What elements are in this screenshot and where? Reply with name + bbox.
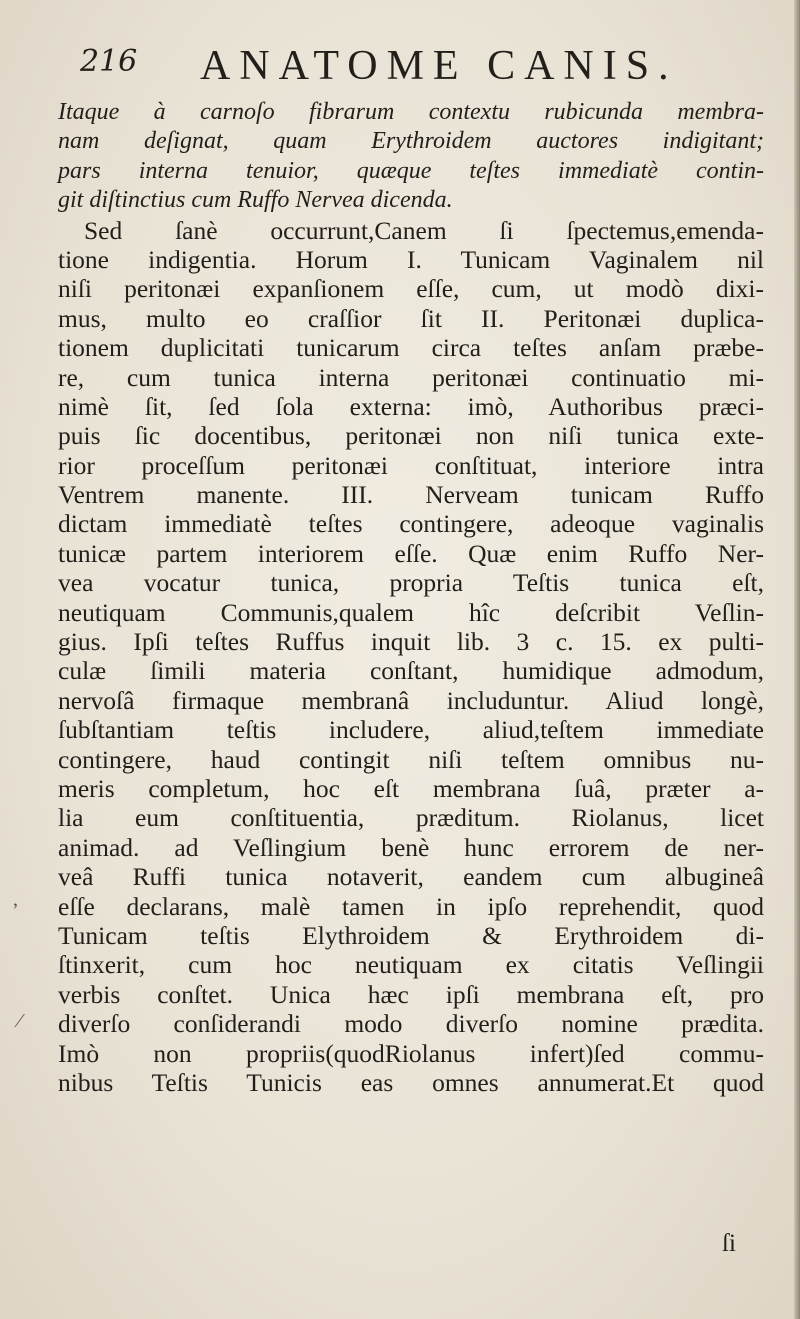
text-line: tunicæ partem interiorem eſſe. Quæ enim Ruffo Ner-	[58, 538, 764, 568]
page-edge-shadow	[794, 0, 800, 1319]
text-line: gius. Ipſi teſtes Ruffus inquit lib. 3 c. 15. ex pulti-	[58, 627, 764, 657]
text-line: puis ſic docentibus, peritonæi non niſi tunica exte-	[58, 421, 764, 451]
text-line: ſubſtantiam teſtis includere, aliud,teſtem immediate	[58, 715, 764, 745]
text-line: Imò non propriis(quodRiolanus infert)ſed commu-	[58, 1038, 764, 1068]
text-line: verbis conſtet. Unica hæc ipſi membrana eſt, pro	[58, 979, 764, 1009]
text-line: nervoſâ firmaque membranâ includuntur. Aliud longè,	[58, 685, 764, 715]
text-line: nimè ſit, ſed ſola externa: imò, Authoribus præci-	[58, 391, 764, 421]
text-line: git diſtinctius cum Ruffo Nervea dicenda.	[58, 187, 453, 214]
text-line: lia eum conſtituentia, præditum. Riolanus, licet	[58, 803, 764, 833]
text-line: vea vocatur tunica, propria Teſtis tunica eſt,	[58, 568, 764, 598]
margin-tick-mark: ʼ	[12, 900, 19, 922]
text-line: ſtinxerit, cum hoc neutiquam ex citatis Veſlingii	[58, 950, 764, 980]
text-line: mus, multo eo craſſior ſit II. Peritonæi duplica-	[58, 303, 764, 333]
body-text	[58, 98, 764, 1097]
text-line: rior proceſſum peritonæi conſtituat, interiore intra	[58, 450, 764, 480]
text-line: Sed ſanè occurrunt,Canem ſi ſpectemus,emenda-	[84, 215, 764, 245]
text-line: meris completum, hoc eſt membrana ſuâ, præter a-	[58, 773, 764, 803]
margin-slash-mark: ⁄	[18, 1010, 22, 1032]
text-line: nam deſignat, quam Erythroidem auctores indigitant;	[58, 128, 764, 155]
text-line: animad. ad Veſlingium benè hunc errorem de ner-	[58, 832, 764, 862]
running-head: ANATOME CANIS.	[200, 43, 678, 89]
text-line: contingere, haud contingit niſi teſtem omnibus nu-	[58, 744, 764, 774]
text-line: nibus Teſtis Tunicis eas omnes annumerat.Et quod	[58, 1067, 764, 1097]
text-line: re, cum tunica interna peritonæi continuatio mi-	[58, 362, 764, 392]
text-line: pars interna tenuior, quæque teſtes immediatè contin-	[58, 157, 764, 184]
text-line: Ventrem manente. III. Nerveam tunicam Ruffo	[58, 480, 764, 510]
text-line: culæ ſimili materia conſtant, humidique admodum,	[58, 656, 764, 686]
text-line: Itaque à carnoſo fibrarum contextu rubicunda membra-	[58, 99, 764, 125]
catchword: ſi	[722, 1230, 736, 1257]
text-line: tionem duplicitati tunicarum circa teſtes anſam præbe-	[58, 333, 764, 363]
text-line: diverſo conſiderandi modo diverſo nomine prædita.	[58, 1009, 764, 1039]
text-line: tione indigentia. Horum I. Tunicam Vaginalem nil	[58, 244, 764, 274]
text-line: Tunicam teſtis Elythroidem & Erythroidem di-	[58, 920, 764, 950]
text-line: dictam immediatè teſtes contingere, adeoque vaginalis	[58, 509, 764, 539]
text-line: niſi peritonæi expanſionem eſſe, cum, ut modò dixi-	[58, 274, 764, 304]
text-line: neutiquam Communis,qualem hîc deſcribit Veſlin-	[58, 597, 764, 627]
page-number: 216	[80, 44, 138, 79]
text-line: eſſe declarans, malè tamen in ipſo reprehendit, quod	[58, 891, 764, 921]
text-line: veâ Ruffi tunica notaverit, eandem cum albugineâ	[58, 862, 764, 892]
page-header	[72, 42, 712, 98]
